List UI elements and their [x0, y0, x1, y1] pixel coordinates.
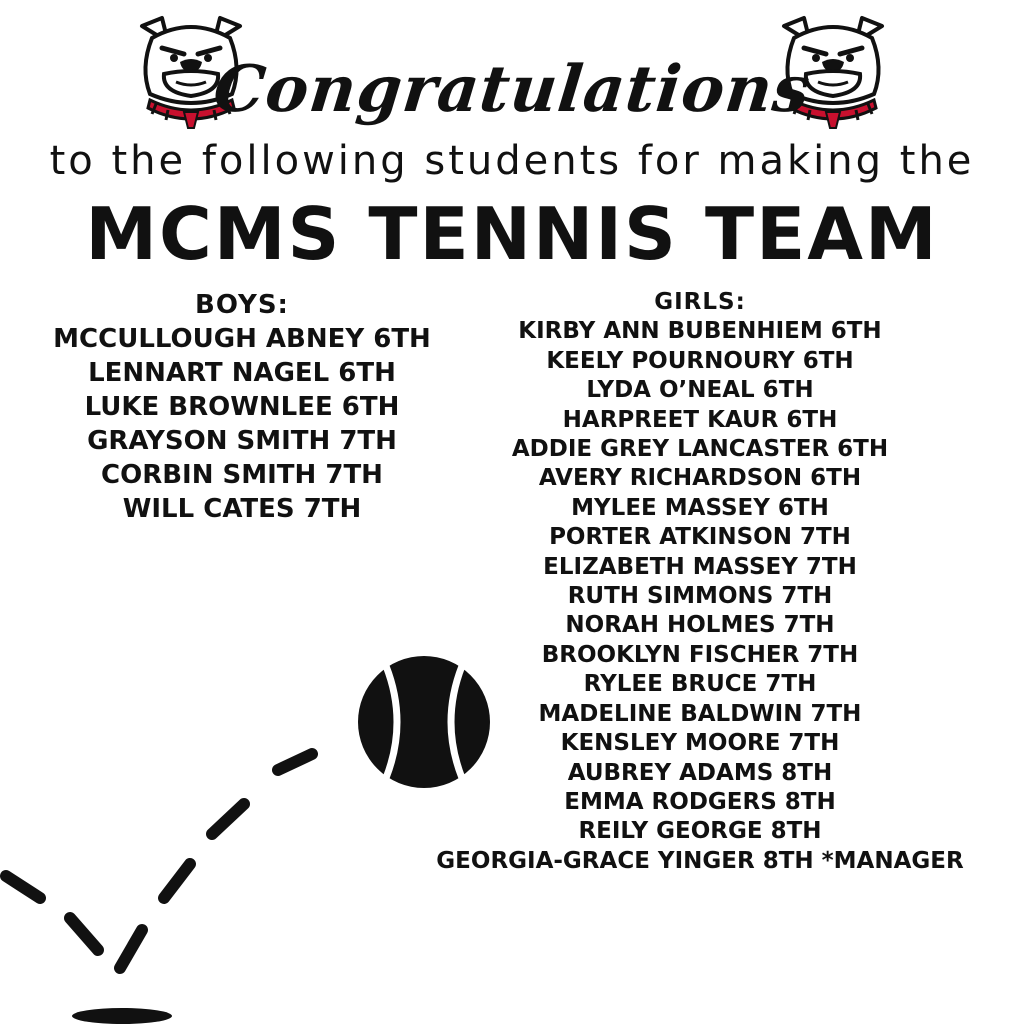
team-title: MCMS TENNIS TEAM — [85, 192, 939, 276]
subtitle: to the following students for making the — [49, 138, 975, 184]
tennis-ball-icon — [356, 654, 492, 790]
girls-member: BROOKLYN FISCHER 7TH — [541, 641, 859, 668]
girls-member: REILY GEORGE 8TH — [578, 818, 822, 845]
boys-member: GRAYSON SMITH 7TH — [87, 426, 397, 456]
girls-member: KENSLEY MOORE 7TH — [560, 730, 840, 757]
boys-roster — [22, 288, 462, 526]
boys-member: LENNART NAGEL 6TH — [88, 358, 396, 388]
congratulations-heading: Congratulations — [210, 52, 814, 127]
girls-member: MYLEE MASSEY 6TH — [571, 494, 829, 521]
boys-member: WILL CATES 7TH — [122, 494, 362, 524]
girls-heading: GIRLS: — [654, 289, 746, 315]
boys-member: LUKE BROWNLEE 6TH — [84, 392, 400, 422]
boys-member: MCCULLOUGH ABNEY 6TH — [53, 324, 431, 354]
girls-member: LYDA O’NEAL 6TH — [586, 377, 814, 404]
girls-member: ADDIE GREY LANCASTER 6TH — [511, 436, 889, 463]
girls-member: AUBREY ADAMS 8TH — [567, 759, 833, 786]
girls-member: RYLEE BRUCE 7TH — [583, 671, 817, 698]
girls-member: RUTH SIMMONS 7TH — [567, 583, 833, 610]
girls-member: GEORGIA-GRACE YINGER 8TH *MANAGER — [436, 847, 964, 874]
girls-member: AVERY RICHARDSON 6TH — [538, 465, 862, 492]
girls-member: PORTER ATKINSON 7TH — [549, 524, 851, 551]
bounce-trail — [0, 740, 340, 1024]
girls-member: EMMA RODGERS 8TH — [564, 788, 836, 815]
girls-member: HARPREET KAUR 6TH — [562, 406, 838, 433]
girls-member: ELIZABETH MASSEY 7TH — [543, 553, 857, 580]
boys-heading: BOYS: — [195, 290, 289, 320]
girls-member: KEELY POURNOURY 6TH — [546, 347, 854, 374]
girls-member: NORAH HOLMES 7TH — [565, 612, 835, 639]
boys-member: CORBIN SMITH 7TH — [101, 460, 383, 490]
girls-member: KIRBY ANN BUBENHIEM 6TH — [518, 318, 882, 345]
girls-member: MADELINE BALDWIN 7TH — [538, 700, 862, 727]
